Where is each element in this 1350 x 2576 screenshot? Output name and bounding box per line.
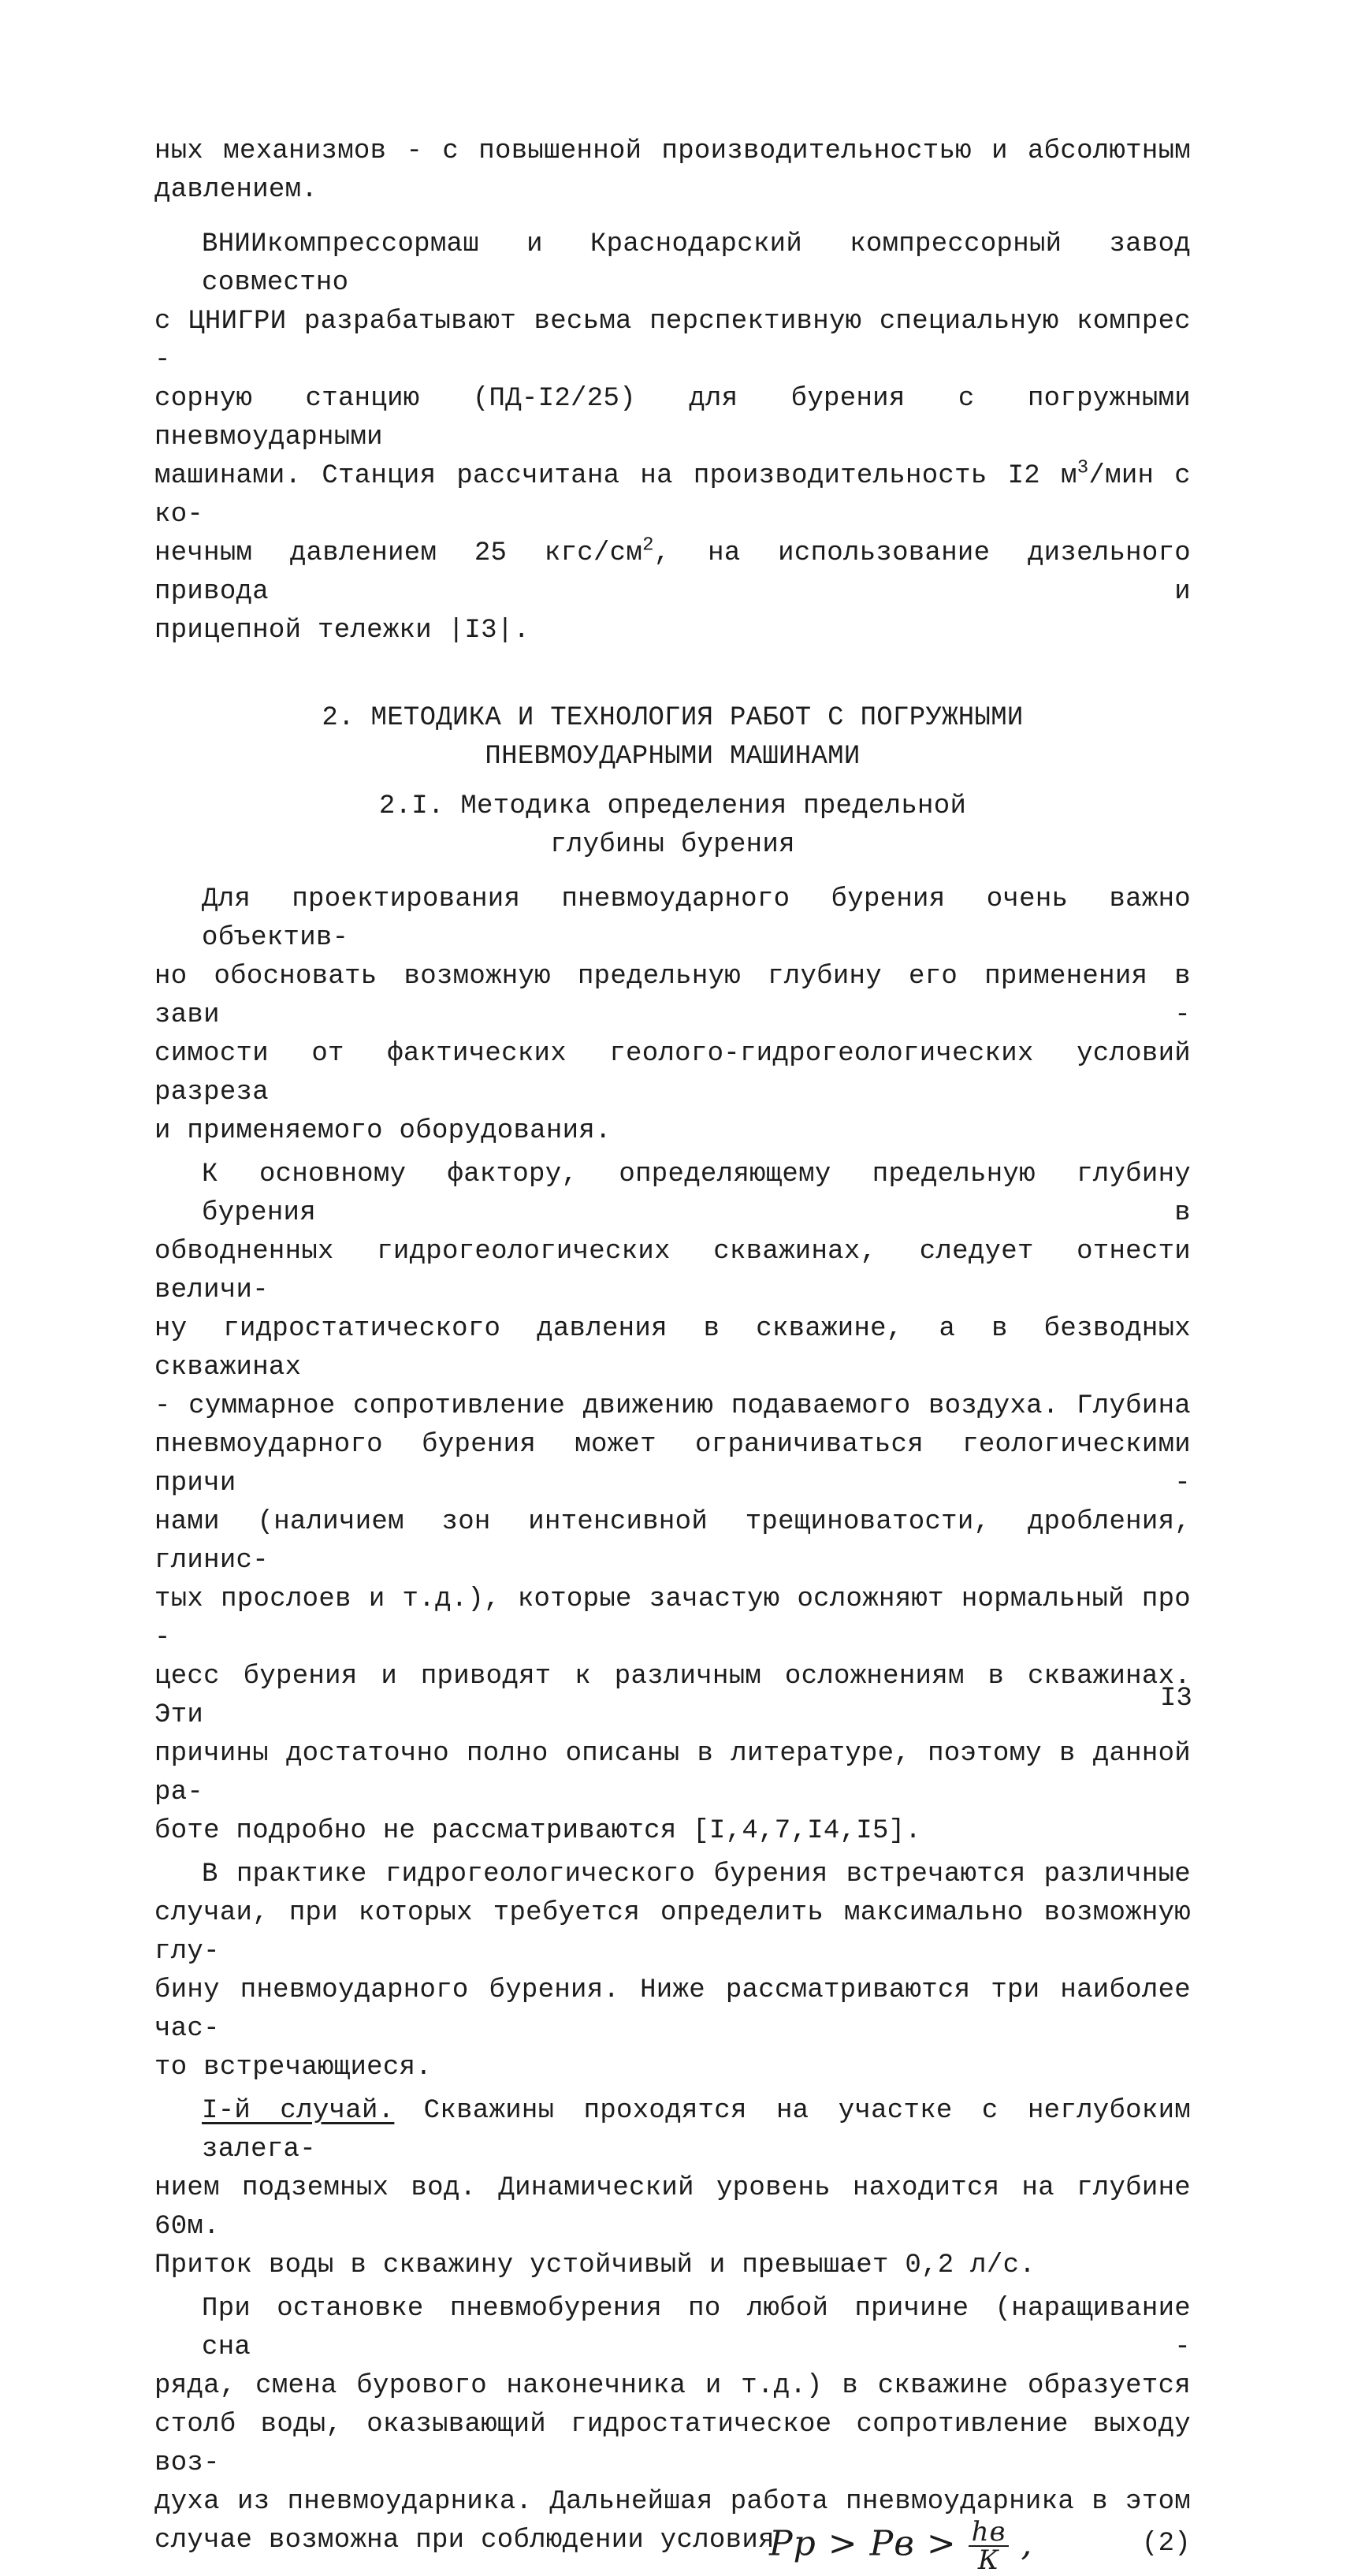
para1-line1: ных механизмов - с повышенной производительностью и абсолютным: [154, 136, 1191, 166]
para7-line1: При остановке пневмобурения по любой причине (наращивание сна -: [202, 2294, 1191, 2362]
para4-line1: К основному фактору, определяющему предельную глубину бурения в: [202, 1160, 1191, 1228]
para3-line4: и применяемого оборудования.: [154, 1116, 612, 1146]
para7-line2: ряда, смена бурового наконечника и т.д.) в скважине образуется: [154, 2371, 1191, 2401]
para2-line2: с ЦНИГРИ разрабатывают весьма перспективную специальную компрес -: [154, 307, 1191, 375]
formula-lhs: Pp > Pв >: [769, 2523, 969, 2564]
para4-line7: тых прослоев и т.д.), которые зачастую осложняют нормальный про -: [154, 1584, 1191, 1653]
para6-line1: [154, 2092, 1191, 2169]
formula-tail: ,: [1009, 2523, 1033, 2564]
spacer: [154, 865, 1191, 880]
para1-line2: давлением.: [154, 175, 318, 205]
para4-line9: причины достаточно полно описаны в литературе, поэтому в данной ра-: [154, 1739, 1191, 1807]
formula-numerator: hв: [969, 2518, 1010, 2547]
formula-row: [154, 2516, 1191, 2576]
para2-line4-a: машинами. Станция рассчитана на производительность I2 м: [154, 461, 1077, 491]
para6-line3: Приток воды в скважину устойчивый и превышает 0,2 л/с.: [154, 2250, 1036, 2280]
equation-number: (2): [1141, 2529, 1191, 2559]
spacer: [154, 776, 1191, 787]
para2-line4: [154, 457, 1191, 534]
section-title-line2: ПНЕВМОУДАРНЫМИ МАШИНАМИ: [485, 742, 861, 772]
superscript-2: 2: [642, 534, 654, 557]
para6-line1-text: Скважины проходятся на участке с неглубоким залега-: [202, 2096, 1191, 2165]
para4-line5: пневмоударного бурения может ограничиваться геологическими причи -: [154, 1430, 1191, 1498]
para2-line4-b: /мин с ко-: [154, 461, 1191, 530]
para2-line5: [154, 534, 1191, 612]
case-label: I-й случай.: [202, 2096, 395, 2126]
spacer: [154, 650, 1191, 699]
para2-line5-b: , на использование дизельного привода и: [154, 538, 1191, 607]
formula-2: [769, 2518, 1032, 2574]
para7-line3: столб воды, оказывающий гидростатическое сопротивление выходу воз-: [154, 2410, 1191, 2478]
page-body: [154, 132, 1191, 2576]
para2-line1: ВНИИкомпрессормаш и Краснодарский компрессорный завод совместно: [202, 229, 1191, 298]
para5-line2: случаи, при которых требуется определить максимально возможную глу-: [154, 1898, 1191, 1967]
formula-denominator: К: [977, 2544, 1000, 2576]
para3-line1: Для проектирования пневмоударного бурения очень важно объектив-: [202, 884, 1191, 953]
para4-line6: нами (наличием зон интенсивной трещиноватости, дробления, глинис-: [154, 1507, 1191, 1576]
subsection-title-line2: глубины бурения: [550, 830, 795, 860]
subsection-title-line1: 2.I. Методика определения предельной: [378, 791, 967, 821]
para4-line10: боте подробно не рассматриваются [I,4,7,I4,I5].: [154, 1816, 922, 1846]
section-title-line1: 2. МЕТОДИКА И ТЕХНОЛОГИЯ РАБОТ С ПОГРУЖНЫМИ: [322, 703, 1024, 733]
para2-line5-a: нечным давлением 25 кгс/см: [154, 538, 643, 568]
para5-line1: В практике гидрогеологического бурения встречаются различные: [202, 1859, 1191, 1889]
para5-line4: то встречающиеся.: [154, 2053, 432, 2083]
para4-line4: - суммарное сопротивление движению подаваемого воздуха. Глубина: [154, 1391, 1191, 1421]
para7-line5: случае возможна при соблюдении условия: [154, 2526, 775, 2556]
para2-line3: сорную станцию (ПД-I2/25) для бурения с погружными пневмоударными: [154, 384, 1191, 452]
para4-line3: ну гидростатического давления в скважине, а в безводных скважинах: [154, 1314, 1191, 1383]
para3-line3: симости от фактических геолого-гидрогеологических условий разреза: [154, 1039, 1191, 1107]
para4-line8: цесс бурения и приводят к различным осложнениям в скважинах. Эти: [154, 1662, 1191, 1730]
page-number: I3: [1160, 1684, 1192, 1714]
para7-line4: духа из пневмоударника. Дальнейшая работа пневмоударника в этом: [154, 2487, 1191, 2517]
spacer: [154, 210, 1191, 225]
para3-line2: но обосновать возможную предельную глубину его применения в зави -: [154, 962, 1191, 1030]
superscript-3: 3: [1077, 457, 1089, 479]
para6-line2: нием подземных вод. Динамический уровень находится на глубине 60м.: [154, 2173, 1191, 2242]
para4-line2: обводненных гидрогеологических скважинах, следует отнести величи-: [154, 1237, 1191, 1305]
formula-fraction: [969, 2518, 1010, 2574]
para2-line6: прицепной тележки |I3|.: [154, 616, 530, 646]
para5-line3: бину пневмоударного бурения. Ниже рассматриваются три наиболее час-: [154, 1975, 1191, 2044]
